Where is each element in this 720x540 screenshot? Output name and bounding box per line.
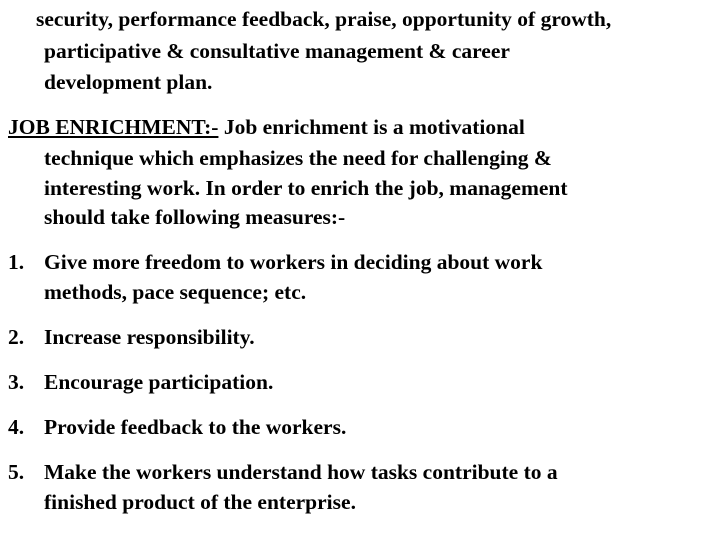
measure-2-number: 2. xyxy=(8,325,25,349)
measure-5-line-2: finished product of the enterprise. xyxy=(44,490,356,514)
job-enrichment-line-4: should take following measures:- xyxy=(44,205,346,229)
measure-3-number: 3. xyxy=(8,370,25,394)
measure-1-number: 1. xyxy=(8,250,25,274)
measure-5-number: 5. xyxy=(8,460,25,484)
measure-1-line-1: Give more freedom to workers in deciding about work xyxy=(44,250,543,274)
intro-line-1: security, performance feedback, praise, opportunity of growth, xyxy=(36,7,612,31)
measure-3-line-1: Encourage participation. xyxy=(44,370,274,394)
job-enrichment-first-line xyxy=(8,113,525,141)
job-enrichment-line-2: technique which emphasizes the need for challenging & xyxy=(44,146,552,170)
job-enrichment-line-3: interesting work. In order to enrich the job, management xyxy=(44,176,568,200)
measure-2-line-1: Increase responsibility. xyxy=(44,325,255,349)
intro-line-3: development plan. xyxy=(44,70,213,94)
intro-line-2: participative & consultative management & career xyxy=(44,39,510,63)
measure-5-line-1: Make the workers understand how tasks contribute to a xyxy=(44,460,558,484)
job-enrichment-line-1: Job enrichment is a motivational xyxy=(218,115,525,139)
measure-4-line-1: Provide feedback to the workers. xyxy=(44,415,347,439)
job-enrichment-heading: JOB ENRICHMENT:- xyxy=(8,115,219,139)
measure-1-line-2: methods, pace sequence; etc. xyxy=(44,280,307,304)
measure-4-number: 4. xyxy=(8,415,25,439)
